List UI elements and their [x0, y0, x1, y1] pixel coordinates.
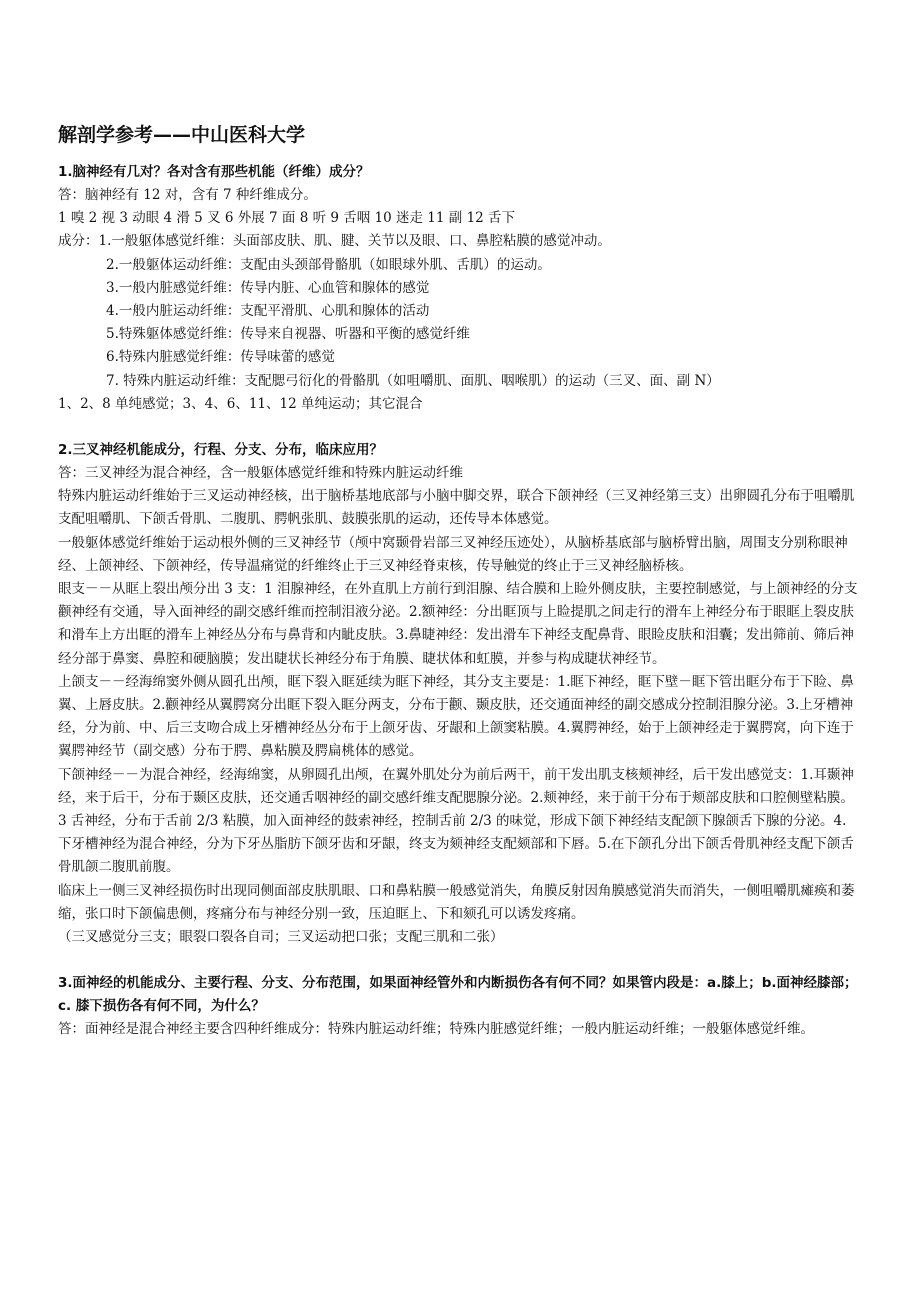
paragraph: 上颌支－－经海绵窦外侧从圆孔出颅，眶下裂入眶延续为眶下神经，其分支主要是：1.眶下神经，眶下壁－眶下管出眶分布于下睑、鼻翼、上唇皮肤。2.颧神经从翼腭窝分出眶下裂入眶分两支，分布于颧、颞皮肤，还交通面神经的副交感成分控制泪腺分泌。3.上牙槽神经，分为前、中、后三支吻合成上牙槽神经丛分布于上颌牙齿、牙龈和上颌窦粘膜。4.翼腭神经，始于上颌神经走于翼腭窝，向下连于翼腭神经节（副交感）分布于腭、鼻粘膜及腭扁桃体的感觉。 — [58, 673, 854, 760]
spacer — [58, 949, 858, 972]
answer-text: 答：面神经是混合神经主要含四种纤维成分：特殊内脏运动纤维；特殊内脏感觉纤维；一般内脏运动纤维；一般躯体感觉纤维。 — [58, 1021, 814, 1038]
paragraph: 答：三叉神经为混合神经，含一般躯体感觉纤维和特殊内脏运动纤维 — [58, 465, 463, 482]
answer-text: 答：脑神经有 12 对，含有 7 种纤维成分。 — [58, 187, 317, 203]
spacer — [58, 416, 858, 439]
question-3 — [58, 972, 858, 1041]
component-item: 7. 特殊内脏运动纤维：支配腮弓衍化的骨骼肌（如咀嚼肌、面肌、咽喉肌）的运动（三叉、面、副 N） — [106, 372, 720, 389]
question-2 — [58, 439, 858, 949]
question-heading: 1.脑神经有几对？各对含有那些机能（纤维）成分？ — [58, 164, 370, 180]
paragraph: 下颌神经－－为混合神经，经海绵窦，从卵圆孔出颅，在翼外肌处分为前后两干，前干发出肌支核颊神经，后干发出感觉支：1.耳颞神经，来于后干，分布于颞区皮肤，还交通舌咽神经的副交感纤维支配腮腺分泌。2.颊神经，来于前干分布于颊部皮肤和口腔侧壁粘膜。3 舌神经，分布于舌前 2/3 粘膜，加入面神经的鼓索神经，控制舌前 2/3 的味觉，形成下颌下神经结支配颌下腺颌舌下腺的分泌。4.下牙槽神经为混合神经，分为下牙丛脂肪下颌牙齿和牙龈，终支为颏神经支配颏部和下唇。5.在下颌孔分出下颌舌骨肌神经支配下颌舌骨肌颌二腹肌前腹。 — [58, 766, 854, 876]
component-item: 4.一般内脏运动纤维：支配平滑肌、心肌和腺体的活动 — [106, 303, 430, 320]
mnemonic: （三叉感觉分三支；眼裂口裂各自司；三叉运动把口张；支配三肌和二张） — [58, 929, 504, 946]
paragraph: 一般躯体感觉纤维始于运动根外侧的三叉神经节（颅中窝颞骨岩部三叉神经压迹处），从脑桥基底部与脑桥臂出脑，周围支分别称眼神经、上颌神经、下颌神经，传导温痛觉的纤维终止于三叉神经脊束核，传导触觉的终止于三叉神经脑桥核。 — [58, 534, 848, 574]
document-page — [58, 120, 858, 1042]
paragraph: 临床上一侧三叉神经损伤时出现同侧面部皮肤肌眼、口和鼻粘膜一般感觉消失，角膜反射因角膜感觉消失而消失，一侧咀嚼肌瘫痪和萎缩，张口时下颌偏患侧，疼痛分布与神经分别一致，压迫眶上、下和颏孔可以诱发疼痛。 — [58, 882, 855, 922]
question-heading: 3.面神经的机能成分、主要行程、分支、分布范围，如果面神经管外和内断损伤各有何不同？如果管内段是：a.膝上；b.面神经膝部；c. 膝下损伤各有何不同，为什么？ — [58, 975, 858, 1015]
paragraph: 特殊内脏运动纤维始于三叉运动神经核，出于脑桥基地底部与小脑中脚交界，联合下颌神经（三叉神经第三支）出卵圆孔分布于咀嚼肌支配咀嚼肌、下颌舌骨肌、二腹肌、腭帆张肌、鼓膜张肌的运动，还传导本体感觉。 — [58, 488, 855, 528]
summary-text: 1、2、8 单纯感觉；3、4、6、11、12 单纯运动；其它混合 — [58, 395, 423, 412]
component-item: 6.特殊内脏感觉纤维：传导味蕾的感觉 — [106, 349, 335, 366]
component-item: 2.一般躯体运动纤维：支配由头颈部骨骼肌（如眼球外肌、舌肌）的运动。 — [106, 256, 551, 273]
page-title: 解剖学参考——中山医科大学 — [58, 124, 306, 146]
component-item: 5.特殊躯体感觉纤维：传导来自视器、听器和平衡的感觉纤维 — [106, 326, 470, 343]
component-item: 3.一般内脏感觉纤维：传导内脏、心血管和腺体的感觉 — [106, 279, 430, 296]
component-item: 成分：1.一般躯体感觉纤维：头面部皮肤、肌、腱、关节以及眼、口、鼻腔粘膜的感觉冲动。 — [58, 233, 611, 250]
nerve-list: 1 嗅 2 视 3 动眼 4 滑 5 叉 6 外展 7 面 8 听 9 舌咽 10 迷走 11 副 12 舌下 — [58, 210, 516, 227]
question-1 — [58, 161, 858, 416]
paragraph: 眼支－－从眶上裂出颅分出 3 支：1 泪腺神经，在外直肌上方前行到泪腺、结合膜和上睑外侧皮肤，主要控制感觉，与上颌神经的分支颧神经有交通，导入面神经的副交感纤维而控制泪液分泌。2.额神经：分出眶顶与上睑提肌之间走行的滑车上神经分布于眼眶上裂皮肤和滑车上方出眶的滑车上神经丛分布与鼻背和内眦皮肤。3.鼻睫神经：发出滑车下神经支配鼻背、眼睑皮肤和泪囊；发出筛前、筛后神经分部于鼻窦、鼻腔和硬脑膜；发出睫状长神经分布于角膜、睫状体和虹膜，并参与构成睫状神经节。 — [58, 581, 858, 667]
question-heading: 2.三叉神经机能成分，行程、分支、分布，临床应用？ — [58, 442, 384, 459]
